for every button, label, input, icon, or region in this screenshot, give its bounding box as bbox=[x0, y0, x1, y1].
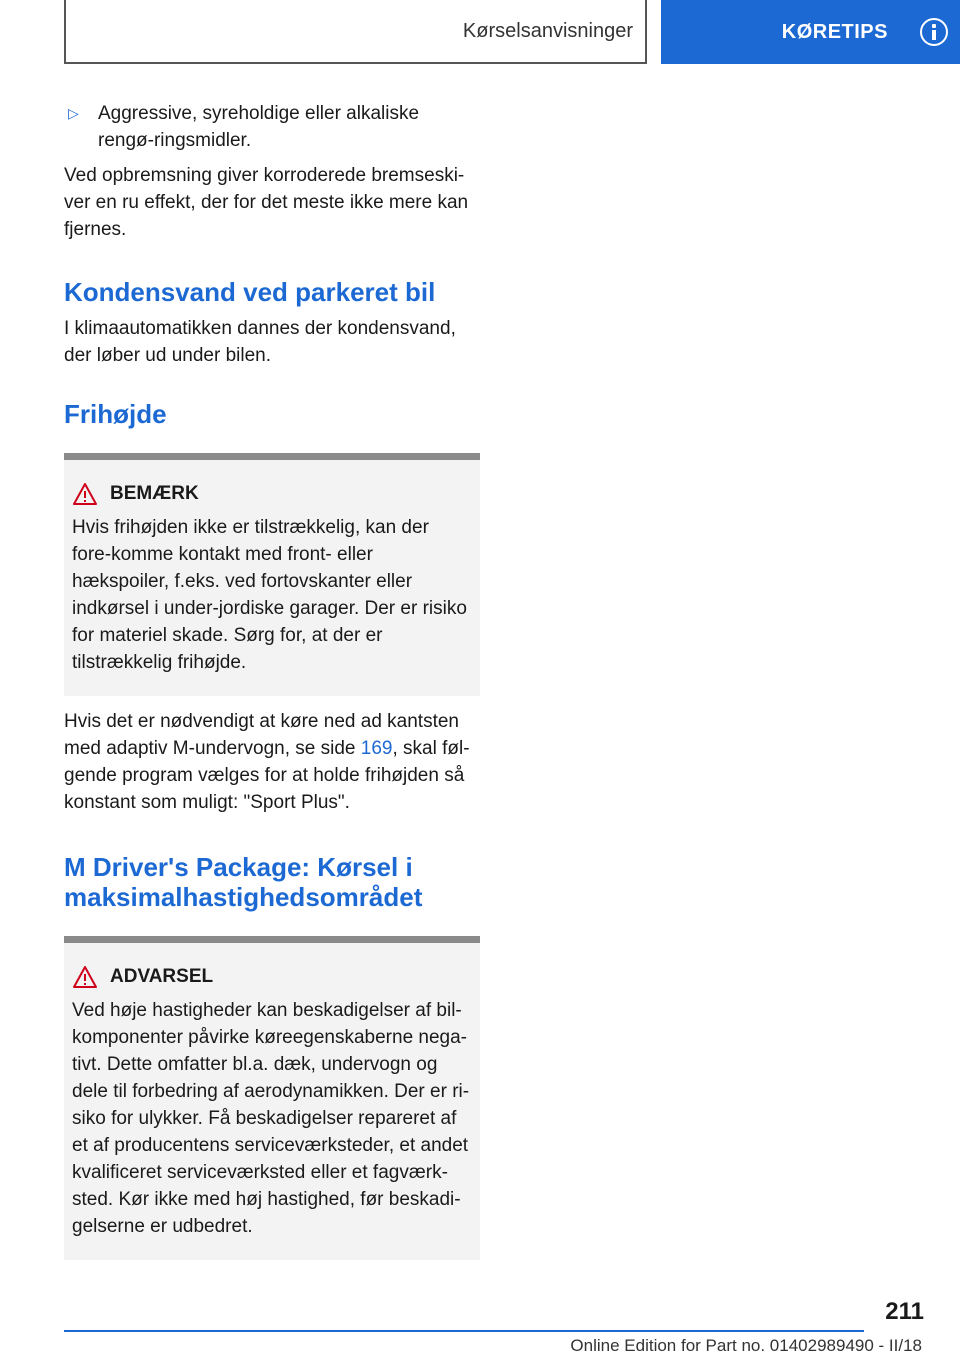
heading-condensate: Kondensvand ved parkeret bil bbox=[64, 277, 436, 307]
notice-header bbox=[72, 482, 472, 506]
paragraph-condensate: I klimaautomatikken dannes der kondensvand, der løber ud under bilen. bbox=[64, 318, 456, 366]
page-number: 211 bbox=[885, 1298, 924, 1325]
chapter-tab[interactable] bbox=[661, 0, 960, 64]
chapter-title: KØRETIPS bbox=[781, 20, 888, 43]
warning-title: ADVARSEL bbox=[110, 966, 214, 987]
warning-text: Ved høje hastigheder kan beskadigelser af bil-komponenter påvirke køreegenskaberne nega-tivt. Dette omfatter bl.a. dæk, undervogn og dele til forbedring af aerodynamikken. Der er ri-siko for ulykker. Få beskadigelser repareret af et af producentens serviceværksteder, et andet kvalificeret serviceværksted eller et fagværk-sted. Kør ikke med høj hastighed, før beskadi-gelserne er udbedret. bbox=[72, 1000, 470, 1237]
heading-ground-clearance: Frihøjde bbox=[64, 399, 167, 429]
info-icon[interactable] bbox=[920, 18, 948, 46]
warning-triangle-icon bbox=[72, 965, 98, 989]
notice-box bbox=[64, 453, 480, 696]
section-title: Kørselsanvisninger bbox=[462, 19, 633, 42]
notice-title: BEMÆRK bbox=[110, 483, 199, 504]
footer-divider bbox=[64, 1330, 864, 1332]
page-link[interactable]: 169 bbox=[360, 738, 393, 759]
triangle-bullet-icon: ▷ bbox=[68, 105, 79, 121]
paragraph-curb: Hvis det er nødvendigt at køre ned ad kantsten med adaptiv M-undervogn, se side 169, skal føl-gende program vælges for at holde frihøjden så konstant som muligt: "Sport Plus". bbox=[64, 711, 470, 813]
bullet-text: Aggressive, syreholdige eller alkaliske rengø-ringsmidler. bbox=[98, 103, 420, 151]
notice-text: Hvis frihøjden ikke er tilstrækkelig, kan der fore-komme kontakt med front- eller hækspoiler, f.eks. ved fortovskanter eller indkørsel i under-jordiske garager. Der er risiko for materiel skade. Sørg for, at der er tilstrækkelig frihøjde. bbox=[72, 517, 467, 673]
section-header bbox=[64, 0, 647, 64]
warning-triangle-icon bbox=[72, 482, 98, 506]
warning-header bbox=[72, 965, 472, 989]
paragraph-brake-discs: Ved opbremsning giver korroderede bremseski-ver en ru effekt, der for det meste ikke mere kan fjernes. bbox=[64, 165, 469, 240]
edition-note: Online Edition for Part no. 01402989490 - II/18 bbox=[570, 1336, 922, 1355]
heading-m-drivers-package: M Driver's Package: Kørsel i maksimalhastighedsområdet bbox=[64, 852, 423, 912]
content-column bbox=[64, 100, 480, 1260]
warning-box bbox=[64, 936, 480, 1260]
list-item bbox=[64, 100, 480, 154]
